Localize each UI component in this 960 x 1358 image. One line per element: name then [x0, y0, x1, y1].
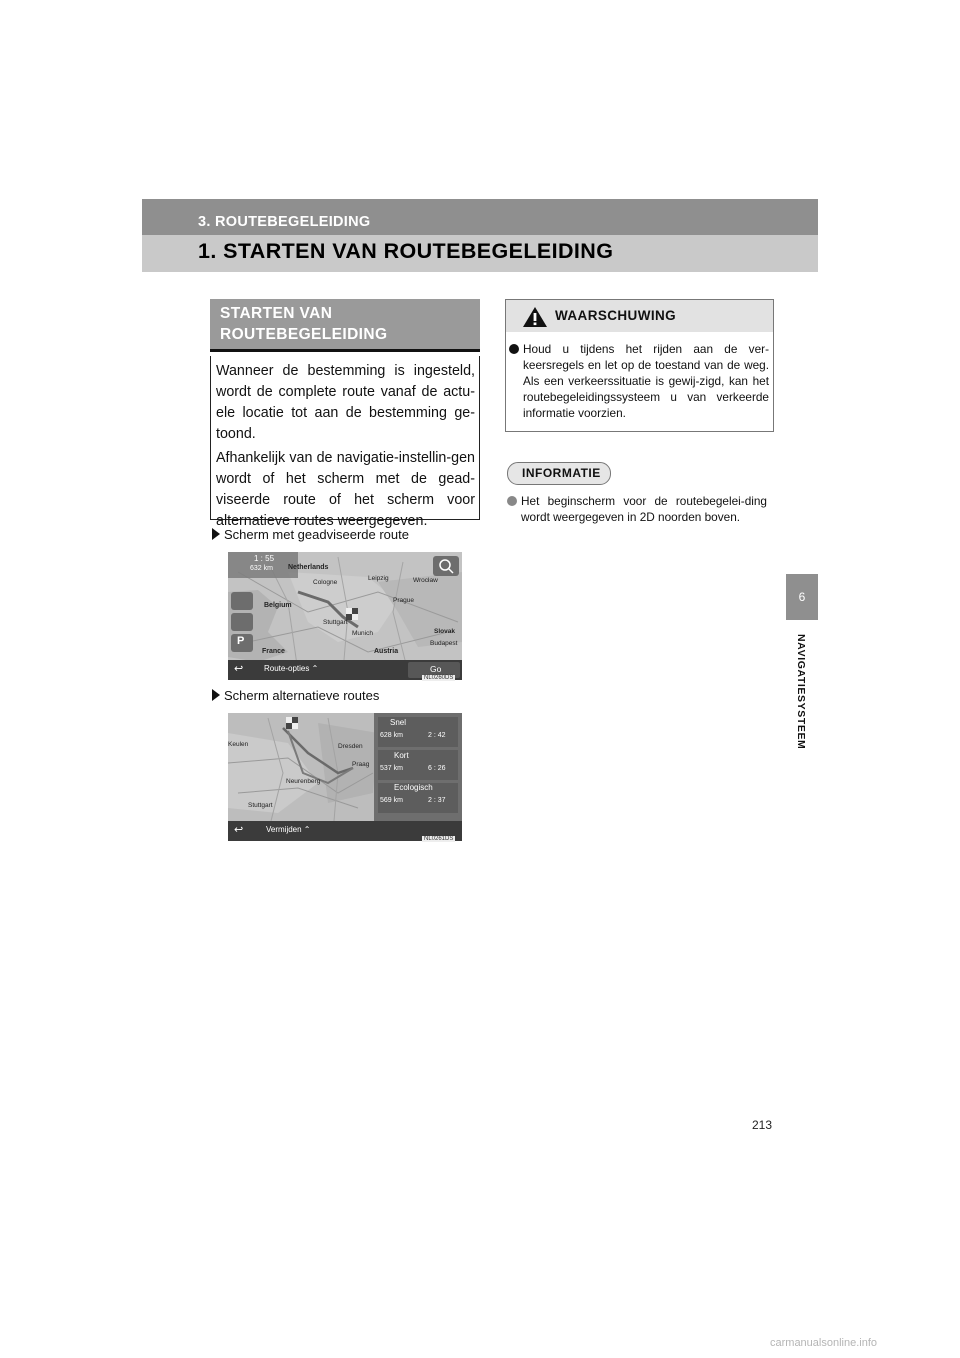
- map-city-label: Stuttgart: [248, 802, 273, 809]
- route-options-button[interactable]: Route-opties ⌃: [264, 664, 319, 673]
- map-city-label: Cologne: [313, 579, 338, 586]
- route-clock: 1 : 55: [254, 554, 275, 563]
- warning-triangle-icon: [522, 306, 548, 328]
- section-label: 3. ROUTEBEGELEIDING: [198, 214, 371, 230]
- chapter-side-label: NAVIGATIESYSTEEM: [795, 634, 807, 750]
- topic-paragraph-1: Wanneer de bestemming is ingesteld, wordt de complete route vanaf de actu-ele locatie tot aan de bestemming ge-toond.: [216, 363, 475, 442]
- alternative-map-svg: [228, 713, 462, 841]
- topic-heading: [210, 299, 480, 352]
- figure-code: NL0261DS: [424, 836, 454, 842]
- triangle-bullet-icon: [212, 528, 220, 540]
- map-city-label: Dresden: [338, 743, 363, 750]
- map-city-label: Neurenberg: [286, 778, 321, 785]
- route-option-eco-distance: 569 km: [380, 797, 403, 804]
- route-option-eco-time: 2 : 37: [428, 797, 446, 804]
- route-screen-image: [228, 552, 462, 680]
- bullet-dot-icon: [507, 496, 517, 506]
- map-city-label: Keulen: [228, 741, 249, 748]
- avoid-button[interactable]: Vermijden ⌃: [266, 825, 311, 834]
- map-city-label: Netherlands: [288, 564, 329, 571]
- warning-title: WAARSCHUWING: [555, 308, 677, 323]
- topic-heading-line1: STARTEN VAN: [220, 305, 333, 322]
- map-city-label: Austria: [374, 648, 399, 655]
- warning-header: [506, 300, 773, 332]
- info-title: INFORMATIE: [522, 466, 601, 480]
- map-city-label: Prague: [393, 597, 414, 604]
- parking-button[interactable]: P: [237, 635, 245, 647]
- map-city-label: Leipzig: [368, 575, 389, 582]
- route-option-short-label[interactable]: Kort: [394, 751, 409, 760]
- warning-text: Houd u tijdens het rijden aan de ver-keersregels en let op de toestand van de weg. Als een verkeerssituatie is gewij-zigd, kan het routebegeleidingssysteem u van verkeerde informatie voorzien.: [523, 342, 769, 420]
- screen-caption-1: Scherm met geadviseerde route: [212, 527, 409, 542]
- screen-caption-2: Scherm alternatieve routes: [212, 688, 379, 703]
- chapter-tab[interactable]: 6: [786, 574, 818, 620]
- topic-body: [210, 356, 480, 529]
- go-button[interactable]: Go: [430, 664, 442, 674]
- map-city-label: France: [262, 648, 285, 655]
- map-city-label: Stuttgart: [323, 619, 348, 626]
- map-city-label: Praag: [352, 761, 370, 768]
- route-option-short-time: 6 : 26: [428, 765, 446, 772]
- topic-heading-line2: ROUTEBEGELEIDING: [220, 326, 388, 343]
- alternative-routes-screen-image: [228, 713, 462, 841]
- info-text: Het beginscherm voor de routebegelei-ding wordt weergegeven in 2D noorden boven.: [521, 494, 767, 524]
- route-option-eco-label[interactable]: Ecologisch: [394, 783, 433, 792]
- route-option-fast-time: 2 : 42: [428, 732, 446, 739]
- warning-box: [505, 299, 774, 432]
- map-city-label: Slovak: [434, 628, 455, 635]
- page-title: 1. STARTEN VAN ROUTEBEGELEIDING: [198, 239, 614, 263]
- watermark: carmanualsonline.info: [770, 1337, 878, 1349]
- map-city-label: Belgium: [264, 602, 292, 609]
- bullet-dot-icon: [509, 344, 519, 354]
- route-option-fast-label[interactable]: Snel: [390, 718, 407, 727]
- back-icon[interactable]: ↩: [234, 824, 244, 836]
- map-city-label: Wrocław: [413, 577, 438, 584]
- route-distance: 632 km: [250, 565, 273, 572]
- topic-paragraph-2: Afhankelijk van de navigatie-instellin-gen wordt of het scherm met de gead-viseerde route of het scherm voor alternatieve routes weergegeven.: [216, 450, 475, 529]
- figure-code: NL0260DS: [424, 675, 454, 681]
- route-option-fast-distance: 628 km: [380, 732, 403, 739]
- page-number: 213: [752, 1118, 773, 1132]
- info-badge: [507, 462, 611, 485]
- map-city-label: Munich: [352, 630, 373, 637]
- back-icon[interactable]: ↩: [234, 663, 244, 675]
- route-option-short-distance: 537 km: [380, 765, 403, 772]
- chapter-header: [142, 199, 818, 272]
- triangle-bullet-icon: [212, 689, 220, 701]
- map-city-label: Budapest: [430, 640, 458, 647]
